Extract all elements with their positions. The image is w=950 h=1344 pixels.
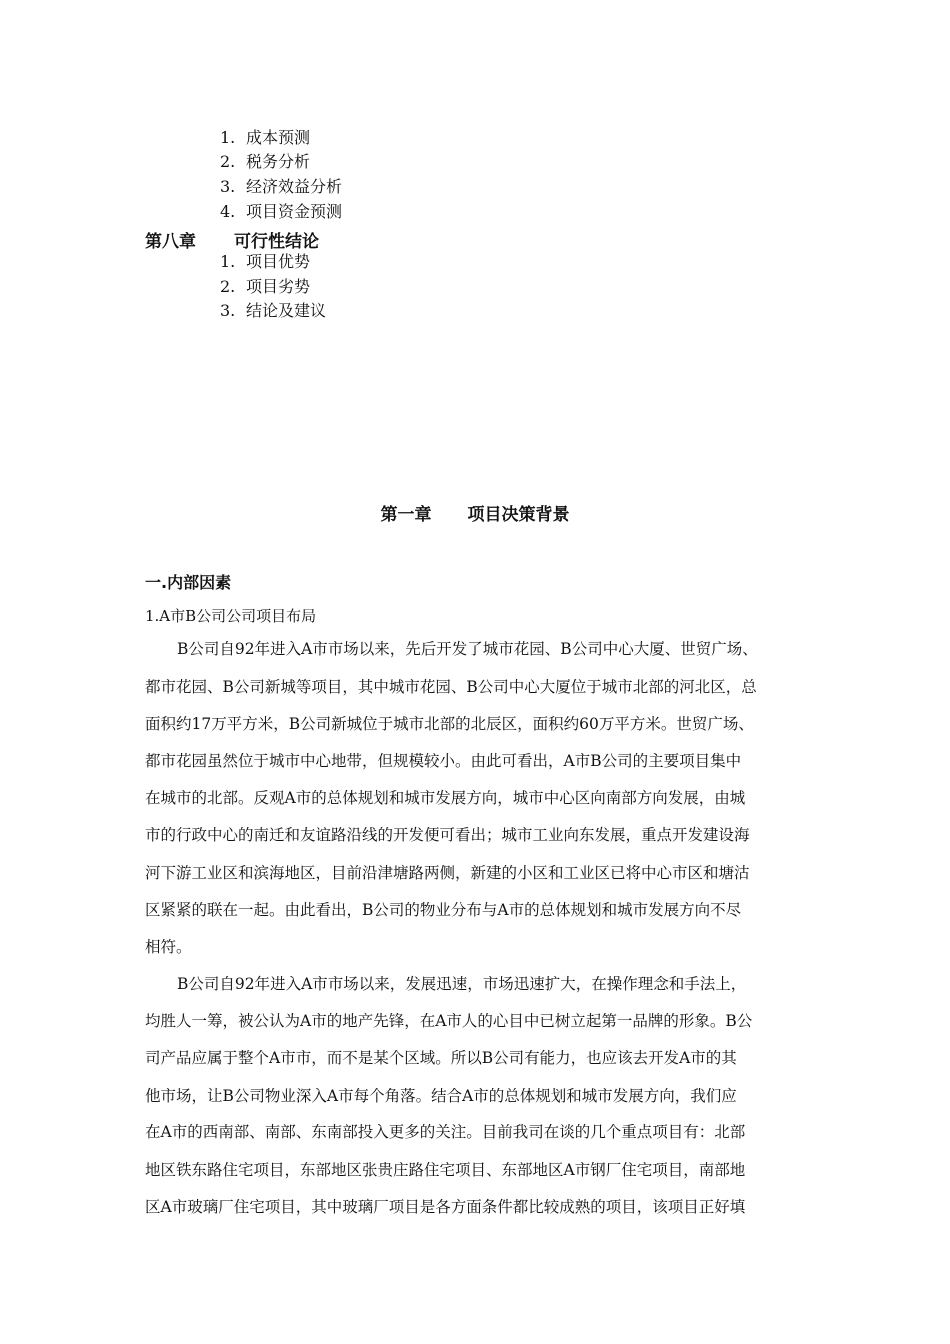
toc-item-number: 4. [220, 202, 236, 221]
paragraph-line: 面积约17万平方米，B公司新城位于城市北部的北辰区，面积约60万平方米。世贸广场、 [145, 715, 754, 733]
paragraph-line: B公司自92年进入A市市场以来，先后开发了城市花园、B公司中心大厦、世贸广场、 [177, 640, 758, 658]
paragraph-line: 地区铁东路住宅项目，东部地区张贵庄路住宅项目、东部地区A市钢厂住宅项目，南部地 [145, 1161, 746, 1179]
toc-item-number: 2. [220, 277, 236, 296]
toc-item-number: 3. [220, 177, 236, 196]
toc-item [220, 128, 310, 148]
paragraph-line: 在A市的西南部、南部、东南部投入更多的关注。目前我司在谈的几个重点项目有：北部 [145, 1123, 746, 1141]
toc-chapter-heading [145, 227, 319, 252]
paragraph-line: 相符。 [145, 938, 192, 956]
chapter-title: 可行性结论 [234, 232, 319, 252]
toc-item-text: 经济效益分析 [246, 177, 343, 196]
paragraph-line: 河下游工业区和滨海地区，目前沿津塘路两侧，新建的小区和工业区已将中心市区和塘沽 [145, 864, 750, 882]
paragraph-line: 市的行政中心的南迁和友谊路沿线的开发便可看出；城市工业向东发展，重点开发建设海 [145, 826, 750, 844]
section-heading: 一.内部因素 [145, 573, 232, 592]
paragraph-line: 他市场，让B公司物业深入A市每个角落。结合A市的总体规划和城市发展方向，我们应 [145, 1087, 737, 1105]
paragraph-line: 在城市的北部。反观A市的总体规划和城市发展方向，城市中心区向南部方向发展，由城 [145, 789, 746, 807]
paragraph-line: 均胜人一筹，被公认为A市的地产先锋，在A市人的心目中已树立起第一品牌的形象。B公 [145, 1012, 753, 1030]
chapter-label: 第八章 [145, 232, 196, 252]
toc-item-text: 结论及建议 [246, 301, 327, 320]
chapter-title: 项目决策背景 [467, 505, 570, 525]
toc-item-text: 成本预测 [246, 128, 311, 147]
toc-item-number: 2. [220, 152, 236, 171]
toc-item [220, 277, 310, 297]
paragraph-line: 都市花园、B公司新城等项目，其中城市花园、B公司中心大厦位于城市北部的河北区，总 [145, 678, 757, 696]
toc-item-text: 项目劣势 [246, 277, 311, 296]
toc-item-number: 1. [220, 252, 236, 271]
paragraph-line: 区A市玻璃厂住宅项目，其中玻璃厂项目是各方面条件都比较成熟的项目，该项目正好填 [145, 1198, 746, 1216]
chapter-heading [0, 500, 950, 525]
toc-item [220, 152, 310, 172]
toc-item-text: 项目优势 [246, 252, 311, 271]
toc-item-text: 税务分析 [246, 152, 311, 171]
paragraph-line: B公司自92年进入A市市场以来，发展迅速，市场迅速扩大，在操作理念和手法上， [177, 975, 747, 993]
toc-item-text: 项目资金预测 [246, 202, 343, 221]
paragraph-line: 都市花园虽然位于城市中心地带，但规模较小。由此可看出，A市B公司的主要项目集中 [145, 752, 742, 770]
toc-item-number: 3. [220, 301, 236, 320]
subsection-heading: 1.A市B公司公司项目布局 [145, 607, 317, 625]
toc-item [220, 301, 326, 321]
toc-item [220, 177, 342, 197]
paragraph-line: 司产品应属于整个A市市，而不是某个区域。所以B公司有能力，也应该去开发A市的其 [145, 1049, 737, 1067]
toc-item [220, 202, 342, 222]
toc-item [220, 252, 310, 272]
paragraph-line: 区紧紧的联在一起。由此看出，B公司的物业分布与A市的总体规划和城市发展方向不尽 [145, 901, 742, 919]
toc-item-number: 1. [220, 128, 236, 147]
chapter-label: 第一章 [380, 505, 432, 525]
